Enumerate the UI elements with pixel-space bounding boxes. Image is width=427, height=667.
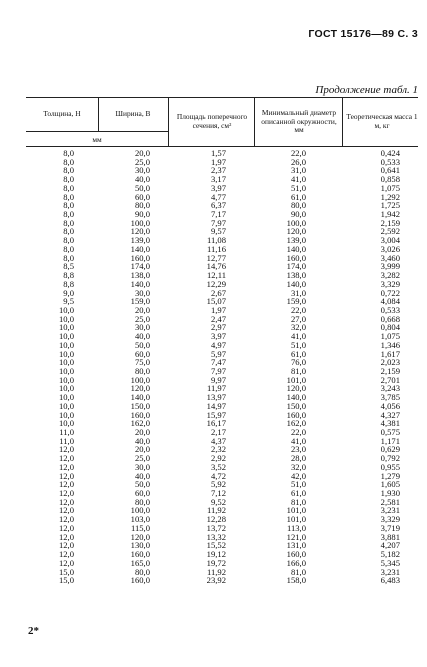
cell-diameter: 158,0 — [286, 575, 306, 586]
cell-diameter: 120,0 — [286, 383, 306, 394]
cell-diameter: 140,0 — [286, 278, 306, 289]
cell-area: 9,57 — [210, 226, 226, 237]
cell-thickness: 10,0 — [58, 322, 74, 333]
cell-diameter: 160,0 — [286, 409, 306, 420]
cell-mass: 4,207 — [380, 540, 400, 551]
cell-diameter: 22,0 — [290, 427, 306, 437]
cell-width: 50,0 — [134, 339, 150, 350]
page-header — [0, 0, 427, 60]
cell-area: 9,52 — [210, 496, 226, 507]
table-row — [26, 576, 418, 585]
cell-area: 2,92 — [210, 453, 226, 464]
cell-thickness: 15,0 — [58, 575, 74, 586]
cell-width: 120,0 — [130, 383, 150, 394]
cell-area: 7,12 — [210, 488, 226, 499]
cell-area: 2,47 — [210, 313, 226, 324]
cell-thickness: 8,0 — [63, 156, 74, 167]
cell-thickness: 12,0 — [58, 514, 74, 525]
cell-thickness: 8,8 — [63, 270, 74, 281]
cell-diameter: 81,0 — [290, 496, 306, 507]
cell-mass: 0,533 — [380, 304, 400, 315]
cell-width: 25,0 — [134, 313, 150, 324]
cell-area: 11,92 — [206, 566, 226, 577]
cell-width: 80,0 — [134, 200, 150, 211]
cell-area: 7,97 — [210, 217, 226, 228]
cell-mass: 3,231 — [380, 505, 400, 516]
cell-diameter: 101,0 — [286, 514, 306, 525]
cell-area: 3,52 — [210, 461, 226, 472]
cell-thickness: 10,0 — [58, 365, 74, 376]
cell-thickness: 15,0 — [58, 566, 74, 577]
cell-diameter: 166,0 — [286, 557, 306, 568]
document-code: ГОСТ 15176—89 С. 3 — [308, 28, 418, 40]
cell-mass: 2,023 — [380, 357, 400, 368]
cell-diameter: 61,0 — [290, 488, 306, 499]
cell-thickness: 8,0 — [63, 182, 74, 193]
cell-width: 150,0 — [130, 400, 150, 411]
cell-width: 25,0 — [134, 156, 150, 167]
cell-width: 103,0 — [130, 514, 150, 525]
cell-width: 80,0 — [134, 365, 150, 376]
cell-mass: 1,605 — [380, 479, 400, 490]
cell-width: 165,0 — [130, 557, 150, 568]
cell-thickness: 10,0 — [58, 409, 74, 420]
cell-mass: 3,329 — [380, 514, 400, 525]
cell-area: 5,92 — [210, 479, 226, 490]
cell-area: 4,37 — [210, 435, 226, 446]
table-body — [26, 149, 418, 585]
cell-mass: 5,182 — [380, 549, 400, 560]
cell-thickness: 12,0 — [58, 531, 74, 542]
cell-area: 4,97 — [210, 339, 226, 350]
cell-area: 3,97 — [210, 182, 226, 193]
cell-width: 174,0 — [130, 261, 150, 272]
cell-mass: 3,785 — [380, 392, 400, 403]
cell-thickness: 12,0 — [58, 540, 74, 551]
cell-mass: 1,171 — [380, 435, 400, 446]
cell-mass: 3,881 — [380, 531, 400, 542]
cell-thickness: 9,0 — [63, 287, 74, 298]
cell-area: 12,28 — [206, 514, 226, 525]
cell-thickness: 12,0 — [58, 470, 74, 481]
cell-area: 7,97 — [210, 365, 226, 376]
cell-width: 30,0 — [134, 287, 150, 298]
cell-width: 120,0 — [130, 226, 150, 237]
cell-mass: 0,575 — [380, 427, 400, 437]
cell-width: 30,0 — [134, 461, 150, 472]
cell-diameter: 120,0 — [286, 226, 306, 237]
cell-mass: 0,424 — [380, 148, 400, 158]
cell-mass: 2,159 — [380, 217, 400, 228]
cell-diameter: 81,0 — [290, 365, 306, 376]
cell-diameter: 42,0 — [290, 470, 306, 481]
cell-diameter: 61,0 — [290, 348, 306, 359]
cell-thickness: 10,0 — [58, 392, 74, 403]
cell-diameter: 174,0 — [286, 261, 306, 272]
cell-mass: 0,858 — [380, 174, 400, 185]
cell-mass: 0,629 — [380, 444, 400, 455]
cell-diameter: 32,0 — [290, 461, 306, 472]
cell-mass: 3,719 — [380, 522, 400, 533]
cell-diameter: 140,0 — [286, 392, 306, 403]
cell-width: 80,0 — [134, 496, 150, 507]
cell-diameter: 76,0 — [290, 357, 306, 368]
cell-area: 11,16 — [206, 243, 226, 254]
cell-thickness: 10,0 — [58, 374, 74, 385]
cell-mass: 4,381 — [380, 418, 400, 429]
cell-thickness: 10,0 — [58, 400, 74, 411]
cell-width: 100,0 — [130, 217, 150, 228]
cell-width: 138,0 — [130, 270, 150, 281]
cell-diameter: 61,0 — [290, 191, 306, 202]
cell-diameter: 41,0 — [290, 174, 306, 185]
cell-diameter: 41,0 — [290, 435, 306, 446]
cell-area: 12,11 — [206, 270, 226, 281]
cell-mass: 0,804 — [380, 322, 400, 333]
cell-area: 2,67 — [210, 287, 226, 298]
cell-thickness: 8,0 — [63, 148, 74, 158]
cell-thickness: 12,0 — [58, 549, 74, 560]
cell-diameter: 150,0 — [286, 400, 306, 411]
cell-mass: 1,942 — [380, 209, 400, 220]
cell-thickness: 12,0 — [58, 505, 74, 516]
cell-area: 2,97 — [210, 322, 226, 333]
cell-area: 23,92 — [206, 575, 226, 586]
cell-area: 5,97 — [210, 348, 226, 359]
cell-width: 140,0 — [130, 243, 150, 254]
cell-diameter: 31,0 — [290, 287, 306, 298]
cell-diameter: 121,0 — [286, 531, 306, 542]
cell-width: 140,0 — [130, 392, 150, 403]
cell-area: 9,97 — [210, 374, 226, 385]
cell-mass: 3,999 — [380, 261, 400, 272]
cell-mass: 4,056 — [380, 400, 400, 411]
cell-diameter: 140,0 — [286, 243, 306, 254]
cell-area: 13,72 — [206, 522, 226, 533]
cell-thickness: 8,0 — [63, 235, 74, 246]
cell-thickness: 8,0 — [63, 252, 74, 263]
cell-width: 160,0 — [130, 575, 150, 586]
cell-area: 11,97 — [206, 383, 226, 394]
cell-mass: 1,292 — [380, 191, 400, 202]
cell-thickness: 10,0 — [58, 313, 74, 324]
cell-thickness: 12,0 — [58, 444, 74, 455]
cell-width: 100,0 — [130, 505, 150, 516]
cell-area: 15,07 — [206, 296, 226, 307]
cell-width: 30,0 — [134, 322, 150, 333]
cell-thickness: 12,0 — [58, 479, 74, 490]
cell-mass: 0,668 — [380, 313, 400, 324]
cell-thickness: 8,0 — [63, 165, 74, 176]
cell-mass: 0,792 — [380, 453, 400, 464]
cell-thickness: 8,0 — [63, 174, 74, 185]
cell-width: 50,0 — [134, 182, 150, 193]
cell-diameter: 139,0 — [286, 235, 306, 246]
cell-area: 1,57 — [210, 148, 226, 158]
cell-mass: 4,084 — [380, 296, 400, 307]
cell-width: 75,0 — [134, 357, 150, 368]
cell-thickness: 8,0 — [63, 243, 74, 254]
cell-width: 20,0 — [134, 427, 150, 437]
cell-mass: 2,592 — [380, 226, 400, 237]
cell-width: 20,0 — [134, 444, 150, 455]
cell-diameter: 131,0 — [286, 540, 306, 551]
cell-mass: 1,075 — [380, 182, 400, 193]
cell-thickness: 10,0 — [58, 357, 74, 368]
cell-diameter: 100,0 — [286, 217, 306, 228]
cell-width: 25,0 — [134, 453, 150, 464]
cell-diameter: 113,0 — [286, 522, 306, 533]
cell-diameter: 160,0 — [286, 252, 306, 263]
cell-mass: 5,345 — [380, 557, 400, 568]
cell-mass: 3,329 — [380, 278, 400, 289]
cell-thickness: 12,0 — [58, 461, 74, 472]
cell-diameter: 31,0 — [290, 165, 306, 176]
cell-thickness: 8,0 — [63, 217, 74, 228]
cell-width: 60,0 — [134, 191, 150, 202]
cell-diameter: 80,0 — [290, 200, 306, 211]
cell-diameter: 81,0 — [290, 566, 306, 577]
cell-width: 115,0 — [130, 522, 150, 533]
cell-width: 160,0 — [130, 409, 150, 420]
cell-thickness: 11,0 — [59, 427, 74, 437]
cell-width: 159,0 — [130, 296, 150, 307]
column-header-width: Ширина, B — [115, 109, 151, 119]
cell-width: 120,0 — [130, 531, 150, 542]
cell-area: 4,77 — [210, 191, 226, 202]
cell-mass: 3,282 — [380, 270, 400, 281]
column-header-diameter: Минимальный диаметр описанной окружности, мм — [261, 108, 337, 135]
cell-area: 1,97 — [210, 304, 226, 315]
cell-mass: 3,231 — [380, 566, 400, 577]
cell-width: 80,0 — [134, 566, 150, 577]
cell-width: 60,0 — [134, 488, 150, 499]
cell-area: 3,17 — [210, 174, 226, 185]
cell-thickness: 11,0 — [59, 435, 74, 446]
cell-thickness: 8,0 — [63, 209, 74, 220]
cell-mass: 2,701 — [380, 374, 400, 385]
cell-width: 40,0 — [134, 470, 150, 481]
cell-diameter: 26,0 — [290, 156, 306, 167]
cell-diameter: 23,0 — [290, 444, 306, 455]
cell-width: 40,0 — [134, 435, 150, 446]
cell-width: 30,0 — [134, 165, 150, 176]
cell-mass: 4,327 — [380, 409, 400, 420]
cell-area: 11,92 — [206, 505, 226, 516]
cell-mass: 1,930 — [380, 488, 400, 499]
cell-thickness: 10,0 — [58, 304, 74, 315]
cell-diameter: 51,0 — [290, 479, 306, 490]
cell-width: 160,0 — [130, 549, 150, 560]
cell-diameter: 51,0 — [290, 182, 306, 193]
cell-thickness: 12,0 — [58, 453, 74, 464]
cell-area: 12,29 — [206, 278, 226, 289]
cell-width: 140,0 — [130, 278, 150, 289]
cell-width: 40,0 — [134, 174, 150, 185]
cell-diameter: 162,0 — [286, 418, 306, 429]
cell-area: 15,97 — [206, 409, 226, 420]
cell-diameter: 160,0 — [286, 549, 306, 560]
cell-mass: 0,533 — [380, 156, 400, 167]
cell-mass: 1,617 — [380, 348, 400, 359]
cell-mass: 1,725 — [380, 200, 400, 211]
cell-area: 2,37 — [210, 165, 226, 176]
cell-thickness: 8,0 — [63, 200, 74, 211]
cell-area: 13,32 — [206, 531, 226, 542]
cell-area: 11,08 — [206, 235, 226, 246]
cell-thickness: 12,0 — [58, 488, 74, 499]
cell-width: 20,0 — [134, 148, 150, 158]
cell-width: 40,0 — [134, 331, 150, 342]
cell-mass: 0,641 — [380, 165, 400, 176]
cell-area: 2,17 — [210, 427, 226, 437]
cell-width: 90,0 — [134, 209, 150, 220]
cell-thickness: 10,0 — [58, 418, 74, 429]
column-header-thickness: Толщина, H — [43, 109, 81, 119]
cell-width: 162,0 — [130, 418, 150, 429]
cell-diameter: 90,0 — [290, 209, 306, 220]
cell-width: 130,0 — [130, 540, 150, 551]
cell-thickness: 10,0 — [58, 331, 74, 342]
cell-area: 12,77 — [206, 252, 226, 263]
cell-diameter: 22,0 — [290, 148, 306, 158]
cell-mass: 1,279 — [380, 470, 400, 481]
page-number: 2* — [28, 625, 39, 637]
cell-width: 60,0 — [134, 348, 150, 359]
cell-area: 6,37 — [210, 200, 226, 211]
cell-width: 160,0 — [130, 252, 150, 263]
cell-area: 19,12 — [206, 549, 226, 560]
column-header-unit-mm: мм — [92, 134, 102, 144]
cell-area: 3,97 — [210, 331, 226, 342]
cell-mass: 2,581 — [380, 496, 400, 507]
cell-area: 7,47 — [210, 357, 226, 368]
cell-area: 2,32 — [210, 444, 226, 455]
cell-diameter: 138,0 — [286, 270, 306, 281]
cell-diameter: 28,0 — [290, 453, 306, 464]
cell-width: 139,0 — [130, 235, 150, 246]
cell-thickness: 10,0 — [58, 348, 74, 359]
cell-diameter: 51,0 — [290, 339, 306, 350]
cell-mass: 3,004 — [380, 235, 400, 246]
cell-thickness: 12,0 — [58, 496, 74, 507]
cell-thickness: 10,0 — [58, 339, 74, 350]
cell-thickness: 8,8 — [63, 278, 74, 289]
cell-area: 4,72 — [210, 470, 226, 481]
cell-mass: 6,483 — [380, 575, 400, 586]
cell-mass: 3,243 — [380, 383, 400, 394]
cell-area: 1,97 — [210, 156, 226, 167]
cell-diameter: 32,0 — [290, 322, 306, 333]
cell-mass: 1,346 — [380, 339, 400, 350]
cell-area: 14,97 — [206, 400, 226, 411]
cell-width: 50,0 — [134, 479, 150, 490]
cell-thickness: 8,5 — [63, 261, 74, 272]
cell-width: 20,0 — [134, 304, 150, 315]
cell-thickness: 8,0 — [63, 226, 74, 237]
cell-area: 16,17 — [206, 418, 226, 429]
cell-diameter: 101,0 — [286, 505, 306, 516]
cell-area: 19,72 — [206, 557, 226, 568]
cell-mass: 0,955 — [380, 461, 400, 472]
cell-mass: 2,159 — [380, 365, 400, 376]
cell-mass: 3,026 — [380, 243, 400, 254]
cell-area: 15,52 — [206, 540, 226, 551]
table-header — [26, 97, 418, 147]
cell-thickness: 9,5 — [63, 296, 74, 307]
cell-diameter: 41,0 — [290, 331, 306, 342]
cell-diameter: 22,0 — [290, 304, 306, 315]
cell-thickness: 8,0 — [63, 191, 74, 202]
cell-diameter: 159,0 — [286, 296, 306, 307]
cell-diameter: 101,0 — [286, 374, 306, 385]
column-header-mass: Теоретическая масса 1 м, кг — [346, 112, 418, 130]
table-continuation-caption: Продолжение табл. 1 — [315, 84, 418, 96]
cell-area: 7,17 — [210, 209, 226, 220]
column-header-area: Площадь поперечного сечения, см² — [176, 112, 248, 130]
cell-area: 14,76 — [206, 261, 226, 272]
cell-thickness: 12,0 — [58, 522, 74, 533]
cell-thickness: 12,0 — [58, 557, 74, 568]
cell-thickness: 10,0 — [58, 383, 74, 394]
cell-mass: 1,075 — [380, 331, 400, 342]
cell-area: 13,97 — [206, 392, 226, 403]
cell-mass: 0,722 — [380, 287, 400, 298]
cell-mass: 3,460 — [380, 252, 400, 263]
cell-width: 100,0 — [130, 374, 150, 385]
cell-diameter: 27,0 — [290, 313, 306, 324]
